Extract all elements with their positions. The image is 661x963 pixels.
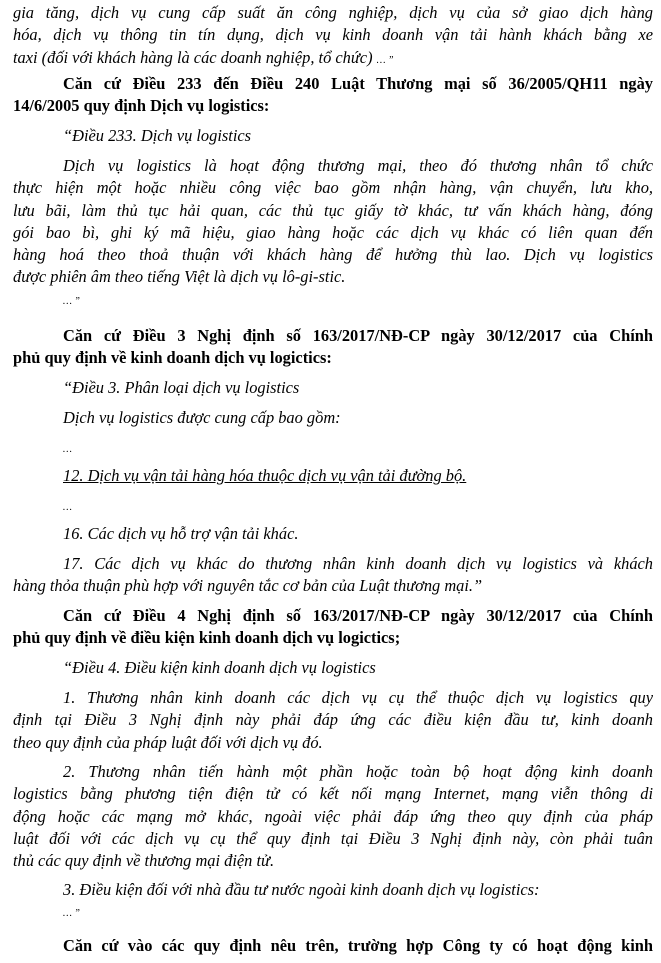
item-3 — [13, 879, 653, 901]
item-16 — [13, 523, 653, 545]
text-line: động hoặc các mạng mở khác, ngoài việc phải đáp ứng theo quy định của pháp — [13, 806, 653, 826]
quote-intro — [13, 407, 653, 429]
text-line: theo quy định của pháp luật đối với dịch vụ đó. — [13, 732, 323, 752]
text-line: 3. Điều kiện đối với nhà đầu tư nước ngoài kinh doanh dịch vụ logistics: — [63, 880, 540, 899]
text-line: Dịch vụ logistics là hoạt động thương mại, theo đó thương nhân tổ chức — [63, 156, 653, 175]
underlined-item: 12. Dịch vụ vận tải hàng hóa thuộc dịch vụ vận tải đường bộ. — [63, 466, 467, 485]
ellipsis-line: … — [63, 444, 72, 455]
item-12 — [13, 465, 653, 487]
text-line: hàng hoá theo thoả thuận với khách hàng để hưởng thù lao. Dịch vụ logistics — [13, 245, 653, 265]
text-line: Căn cứ vào các quy định nêu trên, trường hợp Công ty có hoạt động kinh — [63, 936, 653, 955]
text-segment: taxi (đối với khách hàng là các doanh nghiệp, tổ chức) — [13, 47, 373, 67]
item-2 — [13, 761, 653, 872]
text-line: Căn cứ Điều 4 Nghị định số 163/2017/NĐ-CP ngày 30/12/2017 của Chính — [63, 606, 653, 625]
text-line: phủ quy định về kinh doanh dịch vụ logictics: — [13, 348, 332, 368]
quote-article-233 — [13, 125, 653, 147]
ellipsis — [13, 497, 653, 519]
quote-article-233-body — [13, 155, 653, 289]
conclusion-heading — [13, 935, 653, 957]
text-line: hàng thỏa thuận phù hợp với nguyên tắc cơ bản của Luật thương mại.” — [13, 576, 483, 596]
text-line: hóa, dịch vụ thông tin tín dụng, dịch vụ kinh doanh vận tải hành khách bằng xe — [13, 25, 653, 45]
text-line: thủ các quy định về thương mại điện tử. — [13, 851, 275, 871]
text-line: 17. Các dịch vụ khác do thương nhân kinh doanh dịch vụ logistics và khách — [63, 554, 653, 573]
quote-article-4 — [13, 657, 653, 679]
ellipsis-line: … — [63, 502, 72, 513]
text-line: Căn cứ Điều 3 Nghị định số 163/2017/NĐ-CP ngày 30/12/2017 của Chính — [63, 326, 653, 345]
quote-end — [13, 291, 653, 313]
text-line: Căn cứ Điều 233 đến Điều 240 Luật Thương mại số 36/2005/QH11 ngày — [63, 74, 653, 93]
text-line: 14/6/2005 quy định Dịch vụ logistics: — [13, 96, 270, 116]
text-line: được phiên âm theo tiếng Việt là dịch vụ lô-gi-stic. — [13, 267, 346, 287]
text-line: phủ quy định về điều kiện kinh doanh dịch vụ logictics; — [13, 628, 401, 648]
text-line — [13, 465, 653, 487]
text-line: 2. Thương nhân tiến hành một phần hoặc toàn bộ hoạt động kinh doanh — [63, 762, 653, 781]
legal-basis-heading — [13, 73, 653, 118]
text-line: định tại Điều 3 Nghị định này phải đáp ứng các điều kiện đầu tư, kinh doanh — [13, 710, 653, 730]
text-line: thực hiện một hoặc nhiều công việc bao gồm nhận hàng, vận chuyển, lưu kho, — [13, 178, 653, 198]
text-line: luật đối với các dịch vụ cụ thể quy định tại Điều 3 Nghị định này, còn phải tuân — [13, 828, 653, 848]
ellipsis — [13, 439, 653, 461]
text-line: 16. Các dịch vụ hỗ trợ vận tải khác. — [63, 524, 299, 543]
legal-basis-heading — [13, 605, 653, 650]
closing-ellipsis: … ” — [63, 296, 80, 307]
closing-ellipsis: … ” — [63, 908, 80, 919]
item-1 — [13, 687, 653, 754]
text-line: Dịch vụ logistics được cung cấp bao gồm: — [63, 408, 341, 427]
legal-basis-heading — [13, 325, 653, 370]
paragraph-continuation — [13, 2, 653, 69]
text-line: gói bao bì, ghi ký mã hiệu, giao hàng hoặc các dịch vụ khác có liên quan đến — [13, 222, 653, 242]
article-title: “Điều 4. Điều kiện kinh doanh dịch vụ logistics — [63, 658, 376, 677]
closing-ellipsis: … ” — [376, 54, 394, 66]
article-title: “Điều 233. Dịch vụ logistics — [63, 126, 252, 145]
text-line: lưu bãi, làm thủ tục hải quan, các thủ tục giấy tờ khác, tư vấn khách hàng, đóng — [13, 200, 653, 220]
text-line: gia tăng, dịch vụ cung cấp suất ăn công nghiệp, dịch vụ của sở giao dịch hàng — [13, 3, 653, 22]
item-17 — [13, 553, 653, 598]
quote-article-3 — [13, 377, 653, 399]
text-line — [13, 47, 653, 69]
text-line: 1. Thương nhân kinh doanh các dịch vụ cụ thể thuộc dịch vụ logistics quy — [63, 688, 653, 707]
quote-end — [13, 903, 653, 925]
text-line: logistics bằng phương tiện điện tử có kết nối mạng Internet, mạng viễn thông di — [13, 784, 653, 804]
article-title: “Điều 3. Phân loại dịch vụ logistics — [63, 378, 300, 397]
